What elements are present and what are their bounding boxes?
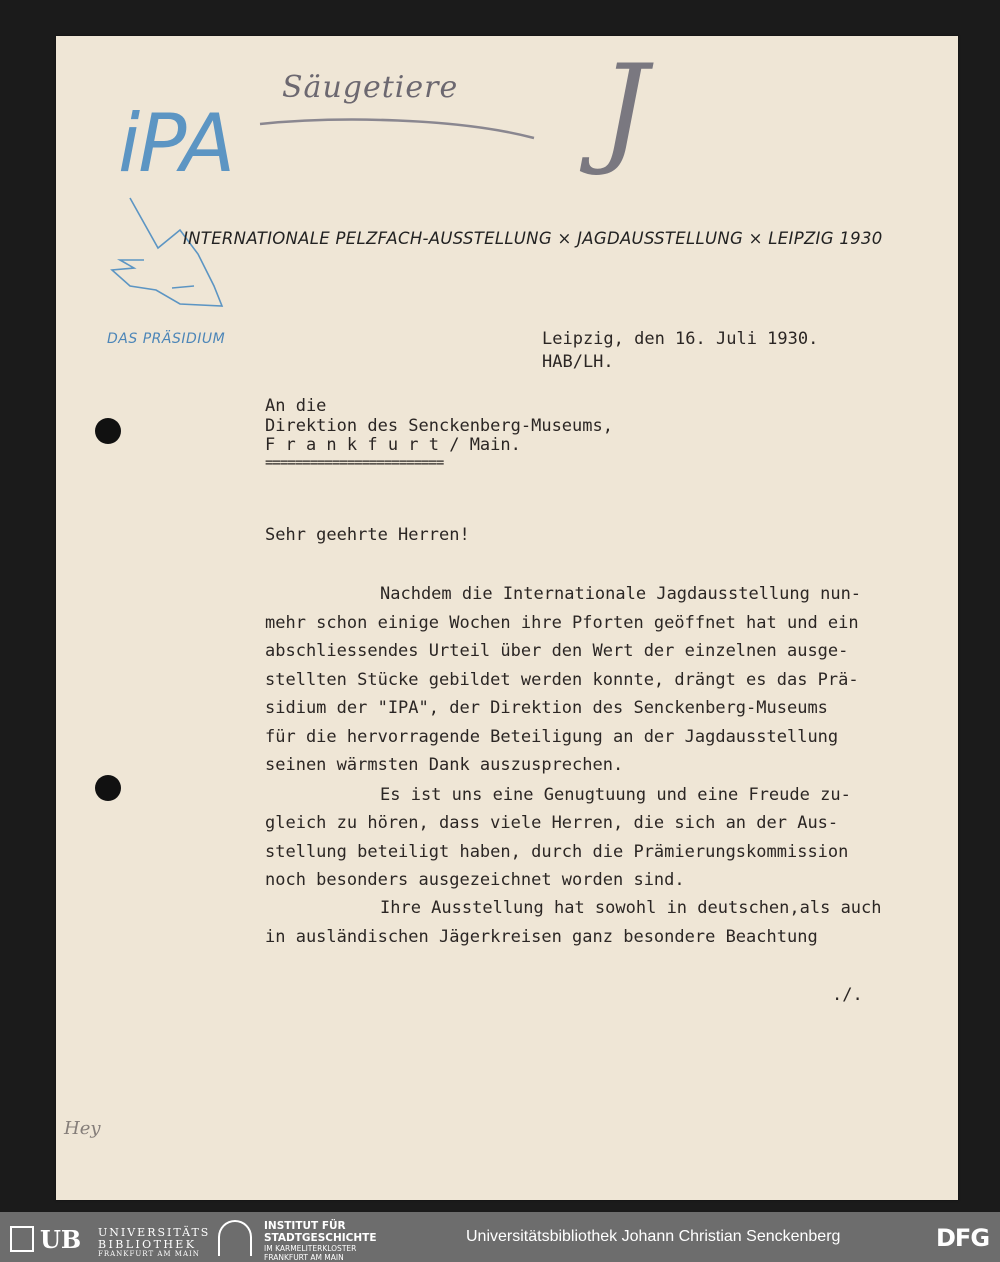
goethe-portrait-icon xyxy=(10,1226,34,1252)
ipa-logo: iPA xyxy=(118,97,234,190)
fox-head-icon xyxy=(110,190,230,320)
address-line: An die xyxy=(265,396,327,416)
body-line: in ausländischen Jägerkreisen ganz besondere Beachtung xyxy=(265,927,818,947)
handwritten-letter-mark: J xyxy=(600,40,649,179)
address-underline: ======================== xyxy=(265,455,444,471)
body-line: Es ist uns eine Genugtuung und eine Freude zu- xyxy=(380,785,851,805)
footer-bar xyxy=(0,1212,1000,1262)
body-line: für die hervorragende Beteiligung an der Jagdausstellung xyxy=(265,727,839,747)
body-line: Ihre Ausstellung hat sowohl in deutschen,als auch xyxy=(380,898,882,918)
isg-name-line: IM KARMELITERKLOSTER xyxy=(264,1244,357,1253)
salutation: Sehr geehrte Herren! xyxy=(265,525,470,545)
reference-code: HAB/LH. xyxy=(542,352,614,372)
punch-hole xyxy=(95,418,121,444)
dfg-logo: DFG xyxy=(936,1224,990,1252)
place-date: Leipzig, den 16. Juli 1930. xyxy=(542,329,819,349)
body-line: gleich zu hören, dass viele Herren, die sich an der Aus- xyxy=(265,813,839,833)
ub-name-line: FRANKFURT AM MAIN xyxy=(98,1250,200,1258)
body-line: Nachdem die Internationale Jagdausstellung nun- xyxy=(380,584,862,604)
handwritten-initials: Hey xyxy=(64,1118,101,1139)
address-line: Direktion des Senckenberg-Museums, xyxy=(265,416,613,436)
handwritten-note: Säugetiere xyxy=(282,70,459,105)
body-line: sidium der "IPA", der Direktion des Senckenberg-Museums xyxy=(265,698,828,718)
body-line: abschliessendes Urteil über den Wert der einzelnen ausge- xyxy=(265,641,849,661)
letterhead-title: INTERNATIONALE PELZFACH-AUSSTELLUNG × JAGDAUSSTELLUNG × LEIPZIG 1930 xyxy=(183,229,883,248)
ub-logo: UB xyxy=(40,1225,82,1254)
body-line: stellung beteiligt haben, durch die Prämierungskommission xyxy=(265,842,849,862)
body-line: noch besonders ausgezeichnet worden sind. xyxy=(265,870,685,890)
body-line: seinen wärmsten Dank auszusprechen. xyxy=(265,755,624,775)
isg-name-line: STADTGESCHICHTE xyxy=(264,1232,377,1244)
body-line: stellten Stücke gebildet werden konnte, drängt es das Prä- xyxy=(265,670,859,690)
isg-name-line: FRANKFURT AM MAIN xyxy=(264,1253,344,1262)
ub-name-line: BIBLIOTHEK xyxy=(98,1238,197,1251)
isg-name-line: INSTITUT FÜR xyxy=(264,1220,346,1232)
arch-icon xyxy=(218,1220,252,1256)
punch-hole xyxy=(95,775,121,801)
continuation-mark: ./. xyxy=(832,985,863,1005)
ub-name-line: UNIVERSITÄTS xyxy=(98,1226,211,1239)
letterhead-department: DAS PRÄSIDIUM xyxy=(107,331,226,347)
address-line: F r a n k f u r t / Main. xyxy=(265,435,521,455)
pencil-underline xyxy=(258,112,538,142)
footer-library-name: Universitätsbibliothek Johann Christian Senckenberg xyxy=(466,1228,841,1245)
body-line: mehr schon einige Wochen ihre Pforten geöffnet hat und ein xyxy=(265,613,859,633)
